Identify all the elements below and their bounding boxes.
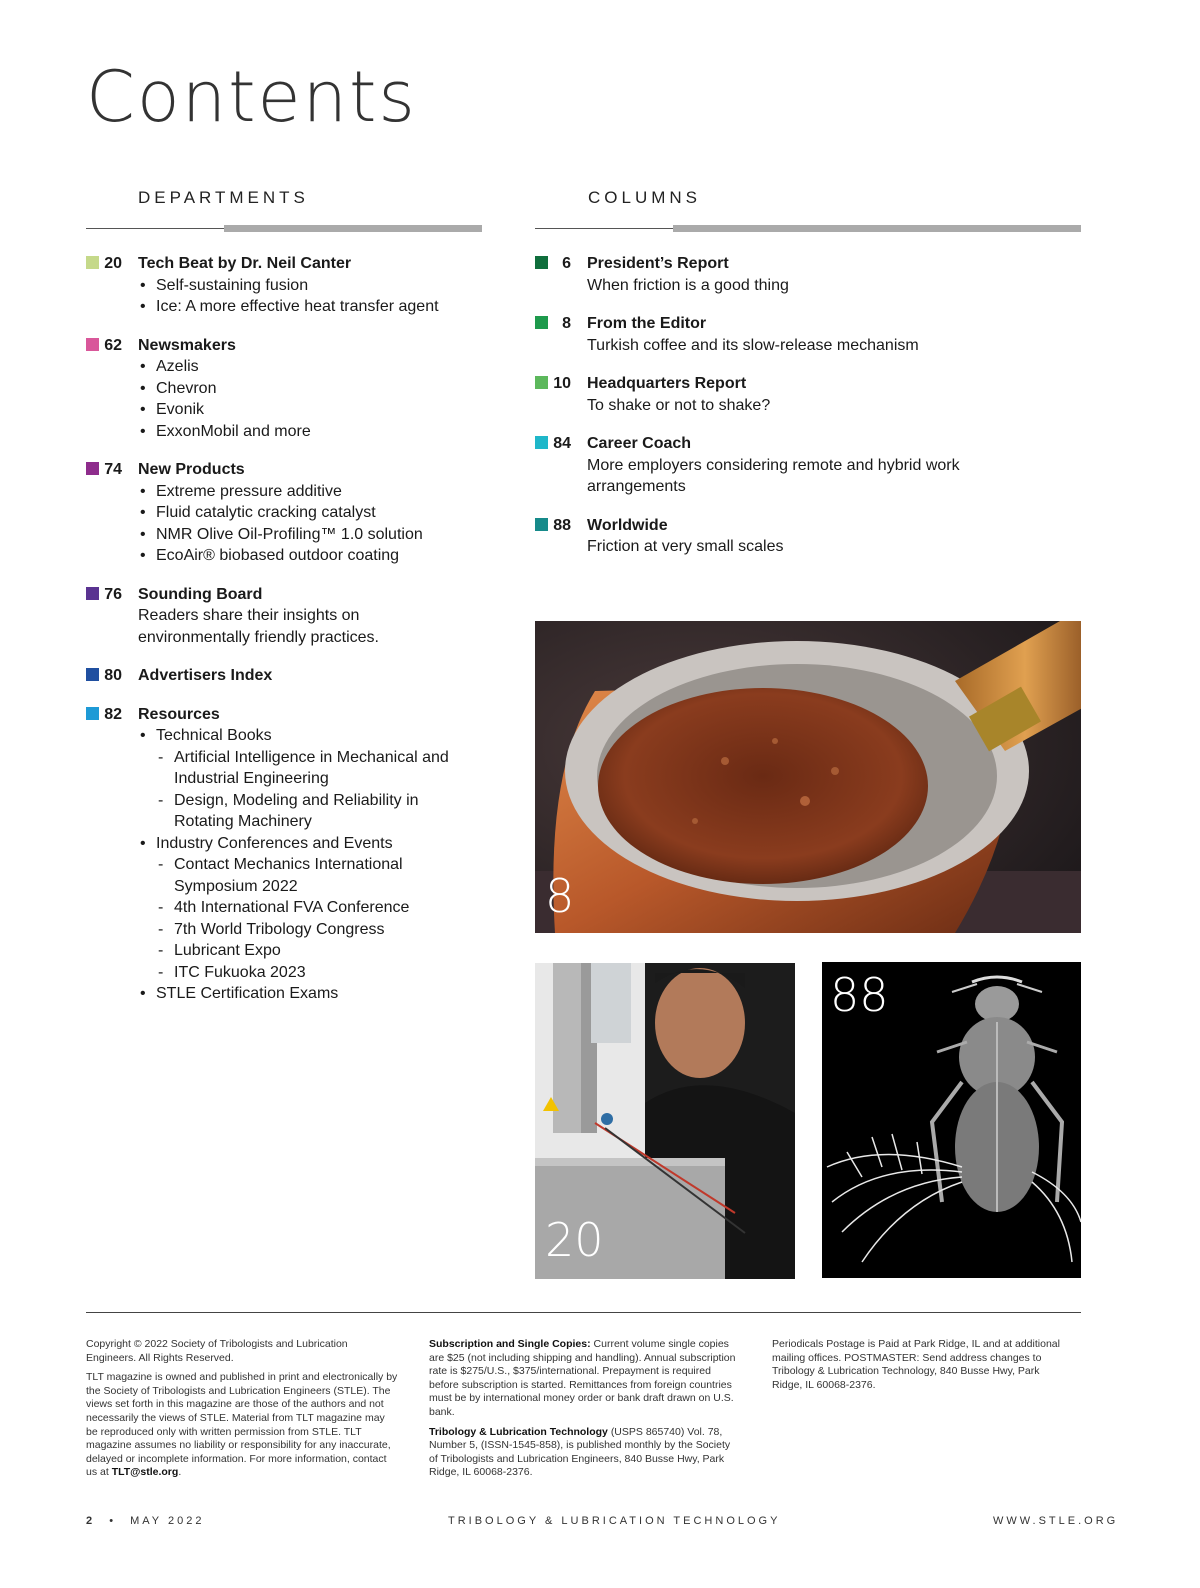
photo-page-number: 88 xyxy=(830,968,889,1022)
entry-description: arrangements xyxy=(587,478,686,495)
entry-title: Worldwide xyxy=(587,516,668,534)
page-number: 10 xyxy=(553,375,571,392)
entry-description: Turkish coffee and its slow-release mechanism xyxy=(587,336,919,354)
ownership-notice: TLT magazine is owned and published in print and electronically by the Society of Tribologists and Lubrication Engineers (STLE). The views set forth in this magazine are those of the authors and not necessarily the views of STLE. Material from TLT magazine may be reproduced only with written permission from STLE. TLT magazine assumes no liability or responsibility for any inaccurate, delayed or incomplete information. For more information, contact us at TLT@stle.org. xyxy=(86,1371,398,1479)
entry-title: From the Editor xyxy=(587,315,707,332)
footer-left xyxy=(86,1515,204,1527)
publication-notice: Tribology & Lubrication Technology (USPS 865740) Vol. 78, Number 5, (ISSN-1545-858), is published monthly by the Society of Tribologists and Lubrication Engineers, 840 Busse Hwy, Park Ridge, IL 60068-2376. xyxy=(429,1425,731,1479)
sub-item-continued: Rotating Machinery xyxy=(174,813,312,830)
page-number: 76 xyxy=(104,585,122,603)
page-number: 74 xyxy=(104,461,122,478)
department-entry-advertisers-index[interactable] xyxy=(86,665,506,687)
lab-photo[interactable] xyxy=(535,963,795,1279)
color-swatch xyxy=(535,518,548,531)
entry-description: To shake or not to shake? xyxy=(587,396,771,414)
entry-title: Advertisers Index xyxy=(138,667,273,684)
entry-title: Career Coach xyxy=(587,435,692,452)
entry-description: When friction is a good thing xyxy=(587,276,789,294)
page-number: 6 xyxy=(562,255,571,272)
bullet-item: • EcoAir® biobased outdoor coating xyxy=(138,545,506,567)
bullet-item: • Self-sustaining fusion xyxy=(138,275,506,297)
column-entry-career-coach[interactable] xyxy=(535,433,1080,498)
page-number: 62 xyxy=(104,336,122,354)
color-swatch xyxy=(86,587,99,600)
department-entry-resources[interactable] xyxy=(86,704,506,1005)
subscription-notice: Subscription and Single Copies: Current volume single copies are $25 (not including shipping and handling). Annual subscription rate is $275/U.S., $375/international. Prepayment is required before subscription is started. Remittances from foreign countries must be by international money order or bank draft drawn on U.S. bank. xyxy=(429,1338,736,1418)
bullet-item: • ExxonMobil and more xyxy=(138,421,506,443)
columns-rule-thin xyxy=(535,228,675,229)
departments-rule-thick xyxy=(224,225,482,232)
page-number: 88 xyxy=(553,516,571,534)
entry-title: New Products xyxy=(138,461,245,478)
color-swatch xyxy=(535,436,548,449)
magazine-name: TRIBOLOGY & LUBRICATION TECHNOLOGY xyxy=(448,1515,781,1527)
sub-item: - Contact Mechanics International xyxy=(138,854,506,876)
entry-title: President’s Report xyxy=(587,255,729,272)
bullet-item: • Evonik xyxy=(138,399,506,421)
entry-title: Tech Beat by Dr. Neil Canter xyxy=(138,255,352,272)
folio-page-number: 2 xyxy=(86,1515,96,1527)
page-number: 84 xyxy=(553,435,571,452)
color-swatch xyxy=(86,668,99,681)
turkish-coffee-image xyxy=(535,621,1081,933)
sub-item: - ITC Fukuoka 2023 xyxy=(138,962,506,984)
sub-item: - Lubricant Expo xyxy=(138,940,506,962)
entry-description: environmentally friendly practices. xyxy=(138,628,379,646)
departments-heading: DEPARTMENTS xyxy=(138,188,309,207)
column-entry-presidents-report[interactable] xyxy=(535,253,1080,296)
entry-title: Headquarters Report xyxy=(587,375,747,392)
page-number: 82 xyxy=(104,705,122,723)
entry-title: Newsmakers xyxy=(138,336,236,354)
bullet-item: • NMR Olive Oil-Profiling™ 1.0 solution xyxy=(138,524,506,546)
contact-email-link[interactable]: TLT@stle.org xyxy=(111,1466,179,1479)
bullet-item: • Chevron xyxy=(138,378,506,400)
bullet-item: • STLE Certification Exams xyxy=(138,983,506,1005)
color-swatch xyxy=(535,256,548,269)
coffee-photo[interactable] xyxy=(535,621,1081,933)
entry-description: Friction at very small scales xyxy=(587,538,784,555)
bullet-item: • Industry Conferences and Events xyxy=(138,833,506,855)
page-title: Contents xyxy=(86,56,417,138)
column-entry-from-the-editor[interactable] xyxy=(535,313,1080,356)
column-entry-worldwide[interactable] xyxy=(535,515,1080,558)
postage-notice: Periodicals Postage is Paid at Park Ridge, IL and at additional mailing offices. POSTMASTER: Send address changes to Tribology & Lubrication Technology, 840 Busse Hwy, Park Ridge, IL 60068-2376. xyxy=(772,1338,1060,1391)
department-entry-sounding-board[interactable] xyxy=(86,584,506,649)
sub-item-continued: Industrial Engineering xyxy=(174,770,329,787)
color-swatch xyxy=(535,376,548,389)
departments-list xyxy=(86,253,506,1022)
sub-item: - 4th International FVA Conference xyxy=(138,897,506,919)
fineprint-postage-column xyxy=(772,1338,1072,1398)
color-swatch xyxy=(86,707,99,720)
bullet-item: • Technical Books xyxy=(138,725,506,747)
footer-divider xyxy=(86,1312,1081,1313)
color-swatch xyxy=(535,316,548,329)
footer-separator: • xyxy=(109,1515,117,1527)
entry-description: Readers share their insights on xyxy=(138,607,360,624)
page-number: 8 xyxy=(562,315,571,332)
copyright-notice: Copyright © 2022 Society of Tribologists and Lubrication Engineers. All Rights Reserved. xyxy=(86,1338,348,1364)
column-entry-headquarters-report[interactable] xyxy=(535,373,1080,416)
color-swatch xyxy=(86,462,99,475)
color-swatch xyxy=(86,256,99,269)
sub-item-continued: Symposium 2022 xyxy=(174,877,298,895)
department-entry-tech-beat[interactable] xyxy=(86,253,506,318)
bullet-item: • Extreme pressure additive xyxy=(138,481,506,503)
photo-page-number: 20 xyxy=(545,1213,604,1267)
fineprint-subscription-column xyxy=(429,1338,739,1486)
department-entry-new-products[interactable] xyxy=(86,459,506,567)
sub-item: - Artificial Intelligence in Mechanical and xyxy=(138,747,506,769)
departments-rule-thin xyxy=(86,228,226,229)
photo-page-number: 8 xyxy=(545,869,575,923)
columns-heading: COLUMNS xyxy=(588,188,702,207)
page-number: 20 xyxy=(104,255,122,272)
entry-title: Resources xyxy=(138,705,220,723)
insect-photo[interactable] xyxy=(822,962,1081,1278)
bullet-item: • Azelis xyxy=(138,356,506,378)
issue-date: MAY 2022 xyxy=(130,1515,205,1527)
color-swatch xyxy=(86,338,99,351)
columns-rule-thick xyxy=(673,225,1081,232)
sub-item: - 7th World Tribology Congress xyxy=(138,919,506,941)
sub-item: - Design, Modeling and Reliability in xyxy=(138,790,506,812)
department-entry-newsmakers[interactable] xyxy=(86,335,506,443)
fineprint-copyright-column xyxy=(86,1338,398,1486)
bullet-item: • Fluid catalytic cracking catalyst xyxy=(138,502,506,524)
entry-title: Sounding Board xyxy=(138,585,263,603)
bullet-item: • Ice: A more effective heat transfer agent xyxy=(138,296,506,318)
website-link[interactable]: WWW.STLE.ORG xyxy=(993,1515,1119,1527)
columns-list xyxy=(535,253,1080,575)
entry-description: More employers considering remote and hybrid work xyxy=(587,456,960,474)
page-number: 80 xyxy=(104,667,122,684)
